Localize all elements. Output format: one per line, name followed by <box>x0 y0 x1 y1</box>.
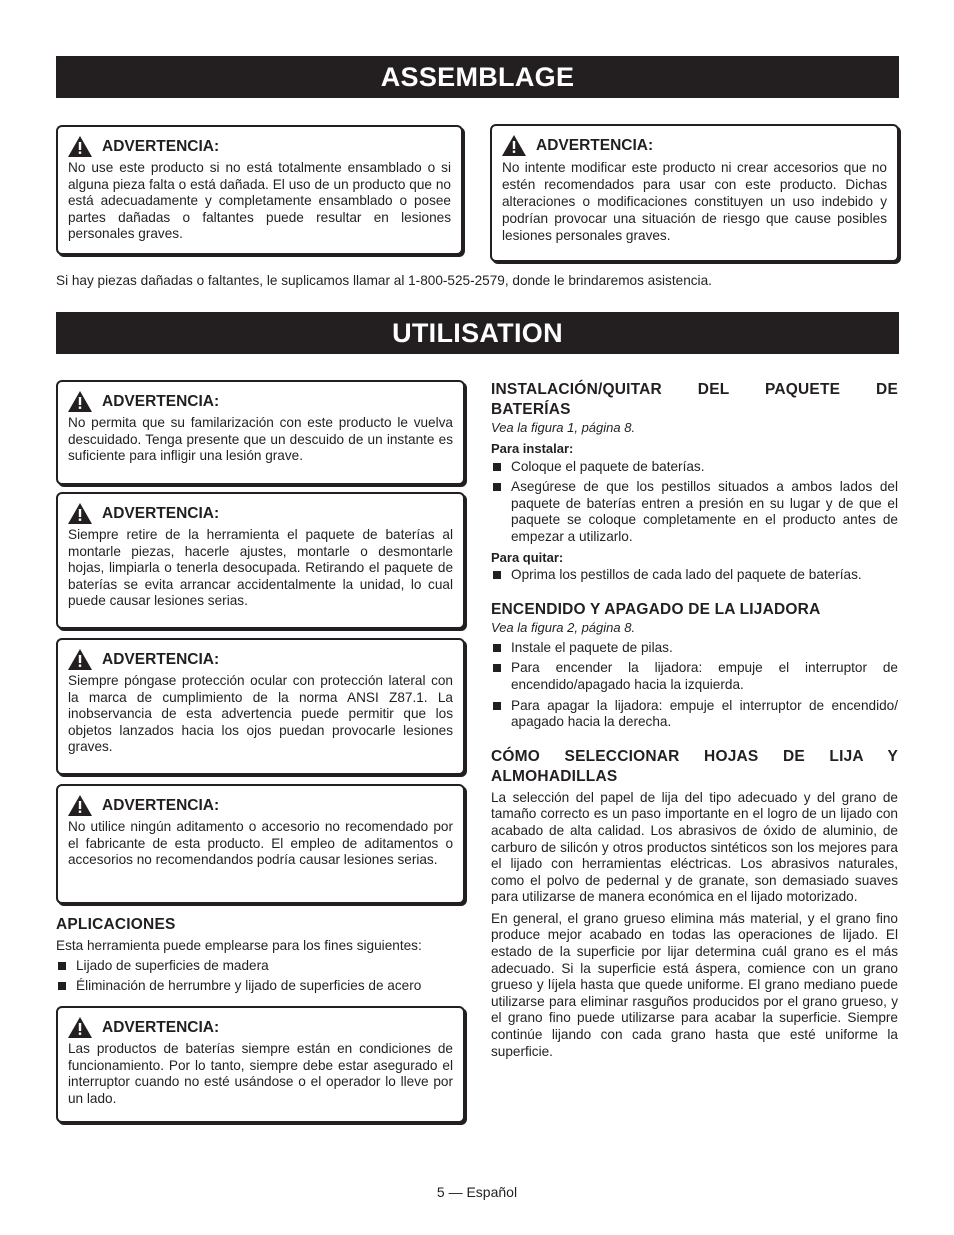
list-item: Éliminación de herrumbre y lijado de superficies de acero <box>56 978 465 995</box>
warning-label: ADVERTENCIA: <box>102 392 220 410</box>
bullet-square-icon <box>58 962 66 970</box>
warning-label: ADVERTENCIA: <box>102 1018 220 1036</box>
warning-box-remove-battery <box>56 492 465 629</box>
warning-box-no-modifications <box>490 124 899 262</box>
list-item: Para apagar la lijadora: empuje el interruptor de encendido/ apagado hacia la derecha. <box>491 698 898 731</box>
warning-box-incomplete-assembly <box>56 125 463 255</box>
bullet-square-icon <box>493 644 501 652</box>
bullet-square-icon <box>58 982 66 990</box>
warning-text: No use este producto si no está totalmente ensamblado o si alguna pieza falta o está dañada. El uso de un producto que no está adecuadamente y completamente ensamblado o posee partes dañadas o faltantes puede resultar en lesiones personales graves. <box>68 160 451 242</box>
warning-text: Siempre retire de la herramienta el paquete de baterías al montarle piezas, hacerle ajustes, montarle o desmontarle hojas, limpiarla o tenerla desocupada. Retirando el paquete de baterías se evita arrancar accidentalmente la unidad, lo cual puede causar lesiones serias. <box>68 527 453 609</box>
section-title-assemblage: ASSEMBLAGE <box>56 56 899 98</box>
section-title-utilisation: UTILISATION <box>56 312 899 354</box>
warning-triangle-icon <box>68 649 92 670</box>
list-item: Instale el paquete de pilas. <box>491 640 898 657</box>
warning-box-battery-ready <box>56 1006 465 1123</box>
support-note: Si hay piezas dañadas o faltantes, le suplicamos llamar al 1-800-525-2579, donde le brindaremos asistencia. <box>56 273 712 288</box>
warning-header <box>68 391 453 412</box>
seleccionar-paragraph-1: La selección del papel de lija del tipo adecuado y del grano de tamaño correcto es un paso importante en el logro de un lijado con acabado de alta calidad. Los abrasivos de óxido de aluminio, de carburo de silicón y otros productos sintéticos son los mejores para el lijado con herramientas eléctricas. Los abrasivos naturales, como el polvo de pedernal y de granate, son demasiado suaves para utilizarse de manera económica en el lijado motorizado. <box>491 789 898 905</box>
list-item: Lijado de superficies de madera <box>56 958 465 975</box>
warning-header <box>68 503 453 524</box>
bullet-square-icon <box>493 571 501 579</box>
warning-triangle-icon <box>68 795 92 816</box>
bullet-square-icon <box>493 702 501 710</box>
warning-triangle-icon <box>68 1017 92 1038</box>
warning-text: Las productos de baterías siempre están en condiciones de funcionamiento. Por lo tanto, siempre debe estar asegurado el interruptor cuando no esté usándose o el operador lo lleve por un lado. <box>68 1041 453 1106</box>
figure-reference: Vea la figura 1, página 8. <box>491 420 636 435</box>
remove-list <box>491 567 898 584</box>
bullet-square-icon <box>493 483 501 491</box>
warning-label: ADVERTENCIA: <box>102 650 220 668</box>
figure-reference: Vea la figura 2, página 8. <box>491 619 636 635</box>
warning-box-eye-protection <box>56 638 465 775</box>
warning-box-familiarity <box>56 380 465 485</box>
warning-box-attachments <box>56 784 465 904</box>
install-label: Para instalar: <box>491 441 574 456</box>
page-number: 5 — Español <box>436 1184 518 1200</box>
warning-triangle-icon <box>68 136 92 157</box>
warning-label: ADVERTENCIA: <box>102 137 220 155</box>
encendido-list <box>491 640 898 731</box>
encendido-heading: ENCENDIDO Y APAGADO DE LA LIJADORA <box>491 600 821 618</box>
warning-text: Siempre póngase protección ocular con protección lateral con la marca de cumplimiento de la norma ANSI Z87.1. La inobservancia de esta advertencia puede permitir que los objetos lanzados hacia los ojos puedan provocarle lesiones graves. <box>68 673 453 755</box>
warning-text: No permita que su familarización con este producto le vuelva descuidado. Tenga presente que un descuido de un instante es suficiente para infligir una lesión grave. <box>68 415 453 464</box>
warning-label: ADVERTENCIA: <box>536 136 654 154</box>
list-item: Oprima los pestillos de cada lado del paquete de baterías. <box>491 567 898 584</box>
aplicaciones-heading: APLICACIONES <box>56 916 176 933</box>
warning-header <box>68 1017 453 1038</box>
warning-triangle-icon <box>68 391 92 412</box>
warning-label: ADVERTENCIA: <box>102 796 220 814</box>
aplicaciones-section <box>56 915 465 999</box>
warning-header <box>68 795 453 816</box>
bullet-square-icon <box>493 664 501 672</box>
warning-triangle-icon <box>68 503 92 524</box>
warning-header <box>68 136 451 157</box>
aplicaciones-list <box>56 958 465 995</box>
list-item: Para encender la lijadora: empuje el interruptor de encendido/apagado hacia la izquierda. <box>491 660 898 693</box>
list-item: Asegúrese de que los pestillos situados a ambos lados del paquete de baterías entren a presión en su lugar y de que el paquete se coloque completamente en el producto antes de empezar a utilizarlo. <box>491 479 898 545</box>
remove-label: Para quitar: <box>491 549 564 565</box>
list-item: Coloque el paquete de baterías. <box>491 459 898 476</box>
warning-triangle-icon <box>502 135 526 156</box>
aplicaciones-intro: Esta herramienta puede emplearse para los fines siguientes: <box>56 938 422 953</box>
instalacion-heading: INSTALACIÓN/QUITAR DEL PAQUETE DE BATERÍAS <box>491 381 898 418</box>
instalacion-section <box>491 380 898 1060</box>
warning-header <box>68 649 453 670</box>
seleccionar-paragraph-2: En general, el grano grueso elimina más material, y el grano fino produce mejor acabado en todas las operaciones de lijado. El estado de la superficie por lijar determina cuál grano es el más adecuado. Si la superficie está áspera, comience con un grano grueso y líjela hasta que quede uniforme. El grano mediano puede utilizarse para eliminar rasguños producidos por el grano grueso, y el grano fino puede utilizarse para acabar la superficie. Siempre continúe lijando con cada grano hasta que esté uniforme la superficie. <box>491 910 898 1059</box>
seleccionar-heading: CÓMO SELECCIONAR HOJAS DE LIJA Y ALMOHADILLAS <box>491 747 898 785</box>
install-list <box>491 459 898 546</box>
warning-label: ADVERTENCIA: <box>102 504 220 522</box>
bullet-square-icon <box>493 463 501 471</box>
warning-text: No utilice ningún aditamento o accesorio no recomendado por el fabricante de esta producto. El empleo de aditamentos o accesorios no recomendandos podría causar lesiones serias. <box>68 819 453 868</box>
warning-header <box>502 135 887 156</box>
warning-text: No intente modificar este producto ni crear accesorios que no estén recomendados para usar con este producto. Dichas alteraciones o modificaciones constituyen un uso indebido y podrían provocar una situación de riesgo que cause posibles lesiones personales graves. <box>502 160 887 243</box>
